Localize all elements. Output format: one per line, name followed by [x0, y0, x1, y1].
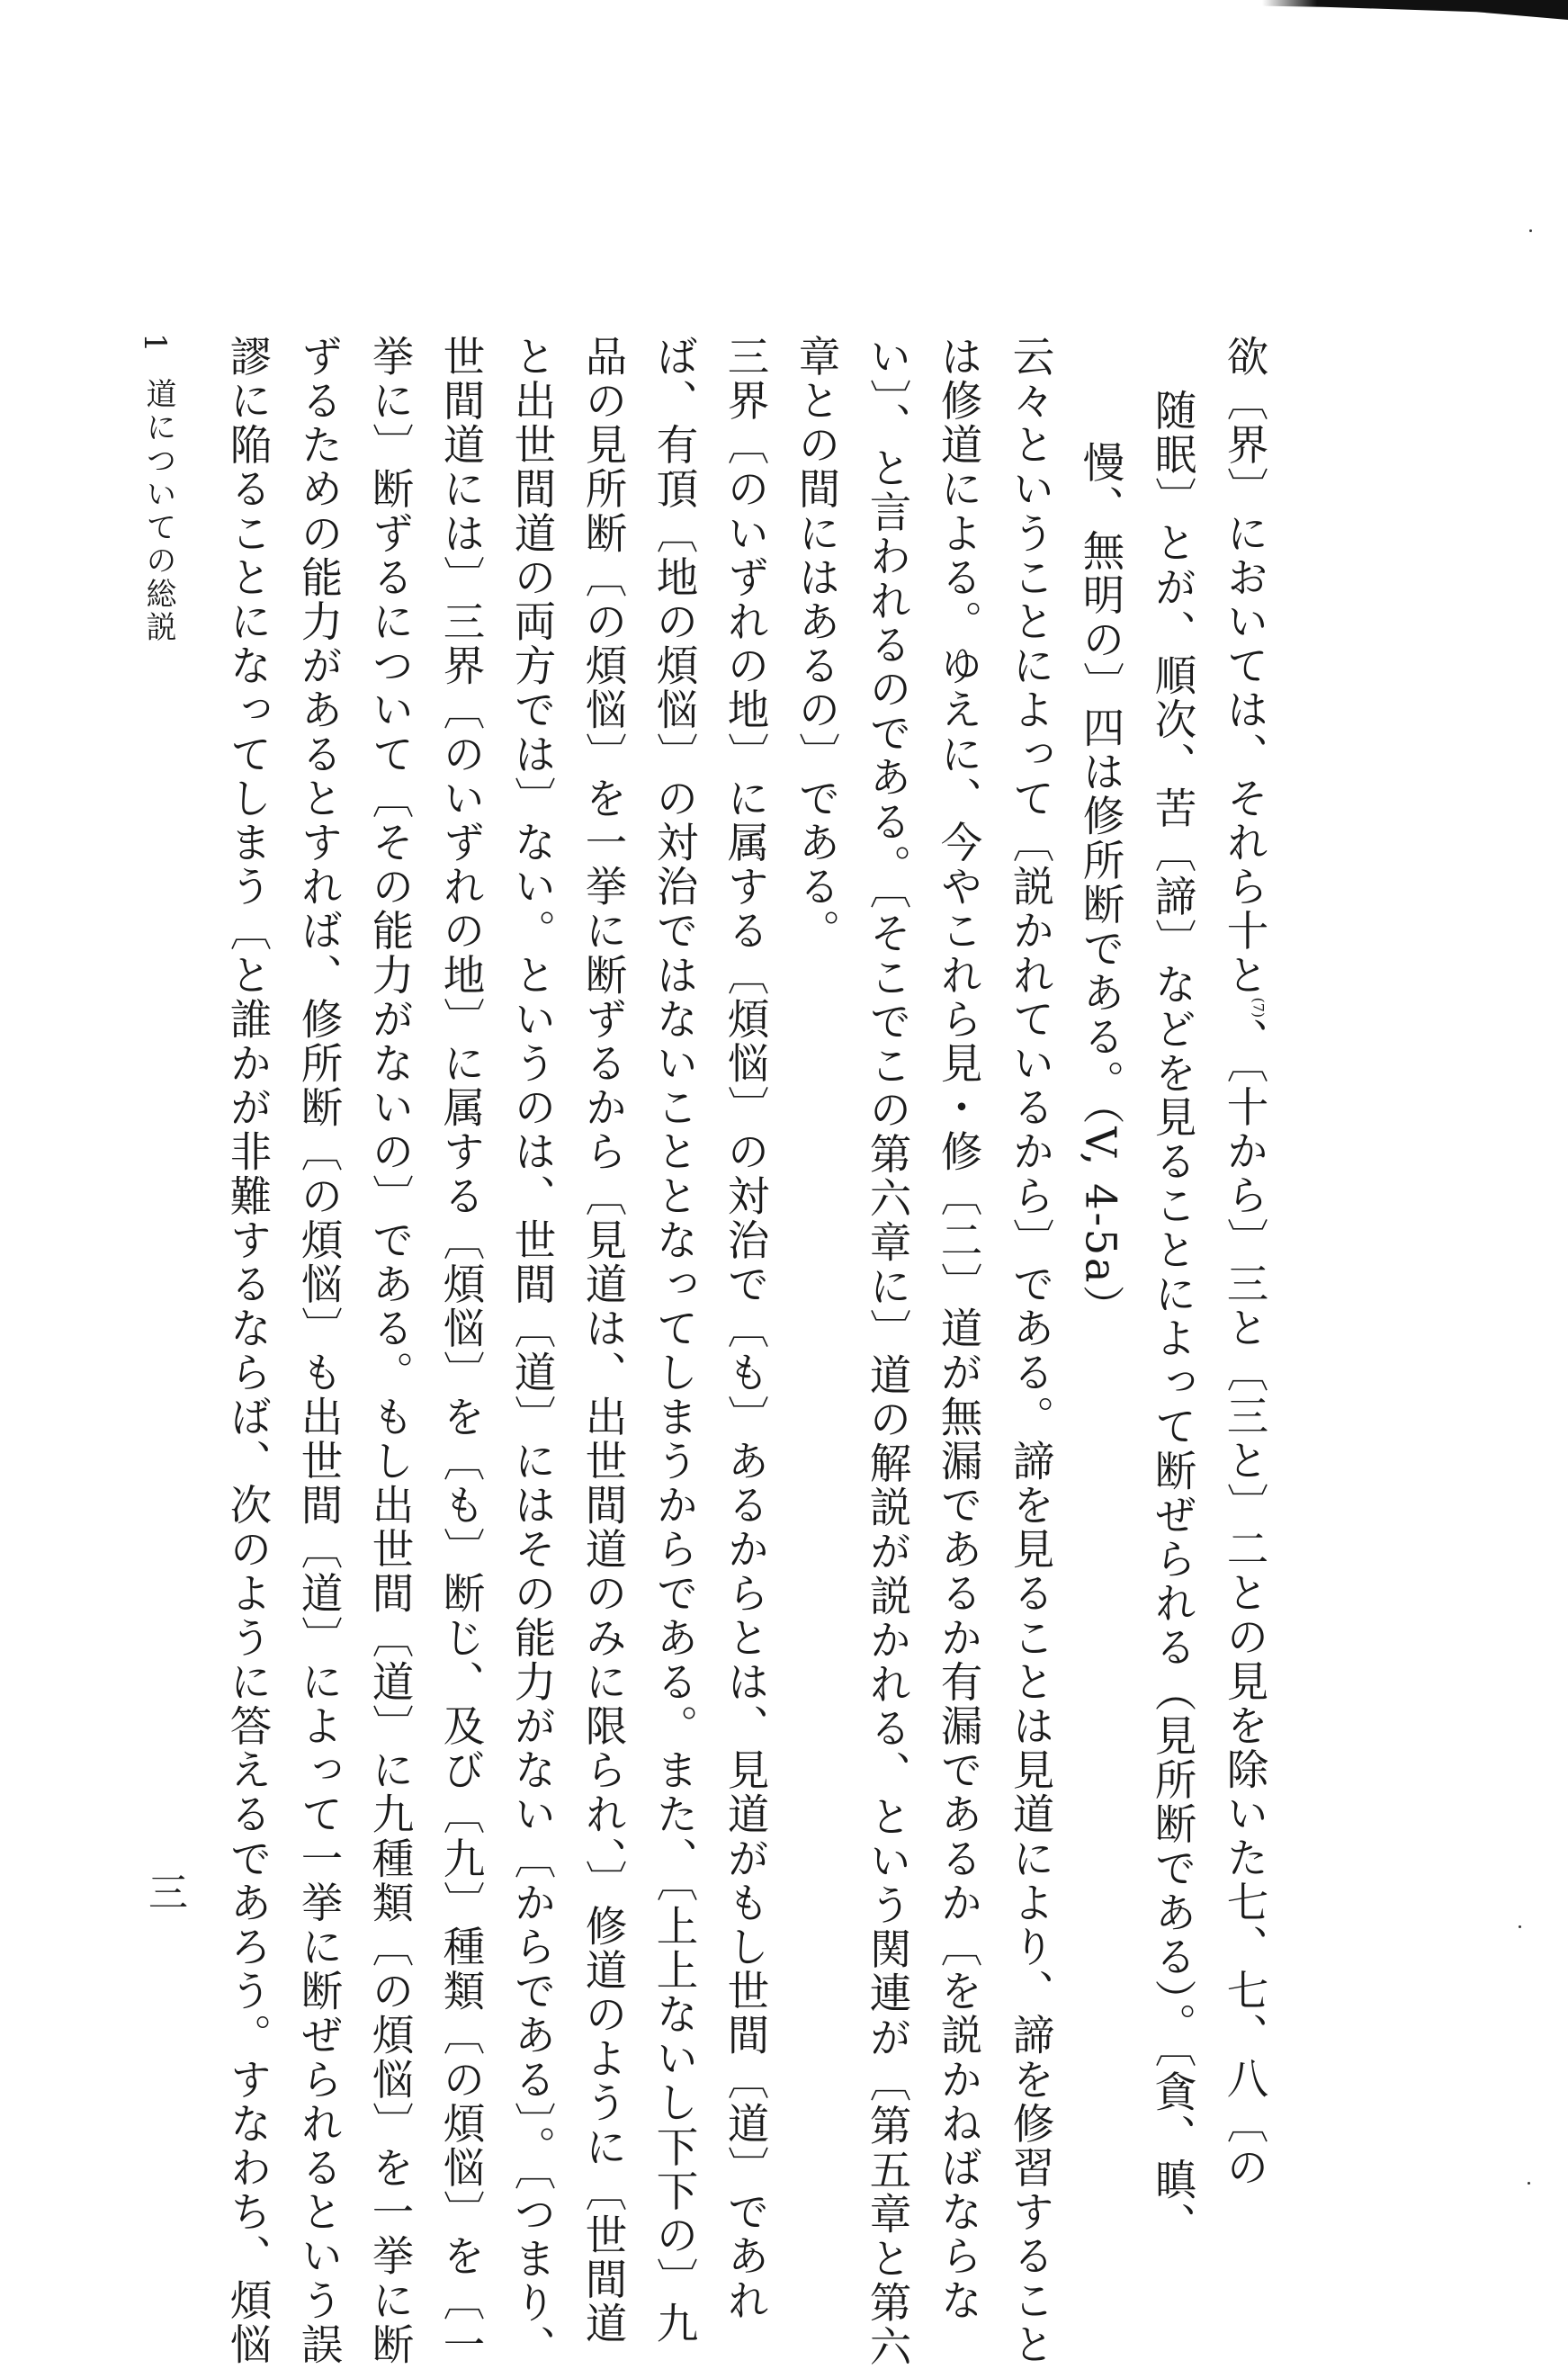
text-column-7: 章との間にはあるの〕である。 [792, 335, 841, 954]
text-column-6: い〕、と言われるのである。〔そこでこの第六章に〕道の解説が説かれる、という関連が〔第五章と第六 [863, 335, 912, 2369]
scan-speck [1528, 2182, 1530, 2185]
text-column-10: 品の見所断〔の煩悩〕を一挙に断ずるから〔見道は、出世間道のみに限られ、〕修道のように〔世間道 [578, 335, 628, 2347]
text-column-3: 慢、無明の〕四は修所断である。（V, 4-5a） [1076, 441, 1125, 1330]
scan-speck [1529, 229, 1532, 232]
text-column-2: 随眠〕とが、順次、苦〔諦〕などを見ることによって断ぜられる（見所断である）。〔貪、瞋、 [1148, 389, 1197, 2247]
text-column-15: 謬に陥ることになってしまう〔と誰かが非難するならば、次のように答えるであろう。すなわち、煩悩 [223, 335, 273, 2367]
scan-speck [1519, 1925, 1521, 1928]
text-column-12: 世間道には〕三界〔のいずれの地〕に属する〔煩悩〕を〔も〕断じ、及び〔九〕種類〔の煩悩〕を〔一 [436, 335, 486, 2367]
text-column-14: ずるための能力があるとすれば、修所断〔の煩悩〕も出世間〔道〕によって一挙に断ぜられるという誤 [294, 335, 344, 2367]
text-column-13: 挙に〕断ずるについて〔その能力がないの〕である。もし出世間〔道〕に九種類〔の煩悩〕を一挙に断 [365, 335, 415, 2367]
note-marker: (7) [1250, 997, 1268, 1018]
running-head-number: 1 [137, 333, 173, 355]
scan-edge-mark [1262, 0, 1568, 20]
text-column-9: ば、有頂〔地の煩悩〕の対治ではないこととなってしまうからである。また、〔上上ないし下下の〕九 [650, 335, 699, 2347]
text-column-4: 云々ということによって〔説かれているから〕である。諦を見ることは見道により、諦を修習すること [1006, 335, 1055, 2367]
page-number: 三 [141, 1871, 187, 1911]
text-column-8: 三界〔のいずれの地〕に属する〔煩悩〕の対治で〔も〕あるからとは、見道がもし世間〔道〕であれ [721, 335, 770, 2323]
text-column-1: 欲〔界〕においては、それら十と$^{(7)}$、〔十から〕三と〔三と〕二との見を除いた七、七、八〔の [1220, 335, 1269, 2190]
text-column-11: と出世間道の両方では〕ない。というのは、世間〔道〕にはその能力がない〔からである〕。〔つまり、 [507, 335, 557, 2369]
text-column-5: は修道による。ゆえに、今やこれら見・修〔二〕道が無漏であるか有漏であるか〔を説かねばならな [934, 335, 983, 2323]
running-head-title: 道についての総説 [140, 378, 176, 644]
